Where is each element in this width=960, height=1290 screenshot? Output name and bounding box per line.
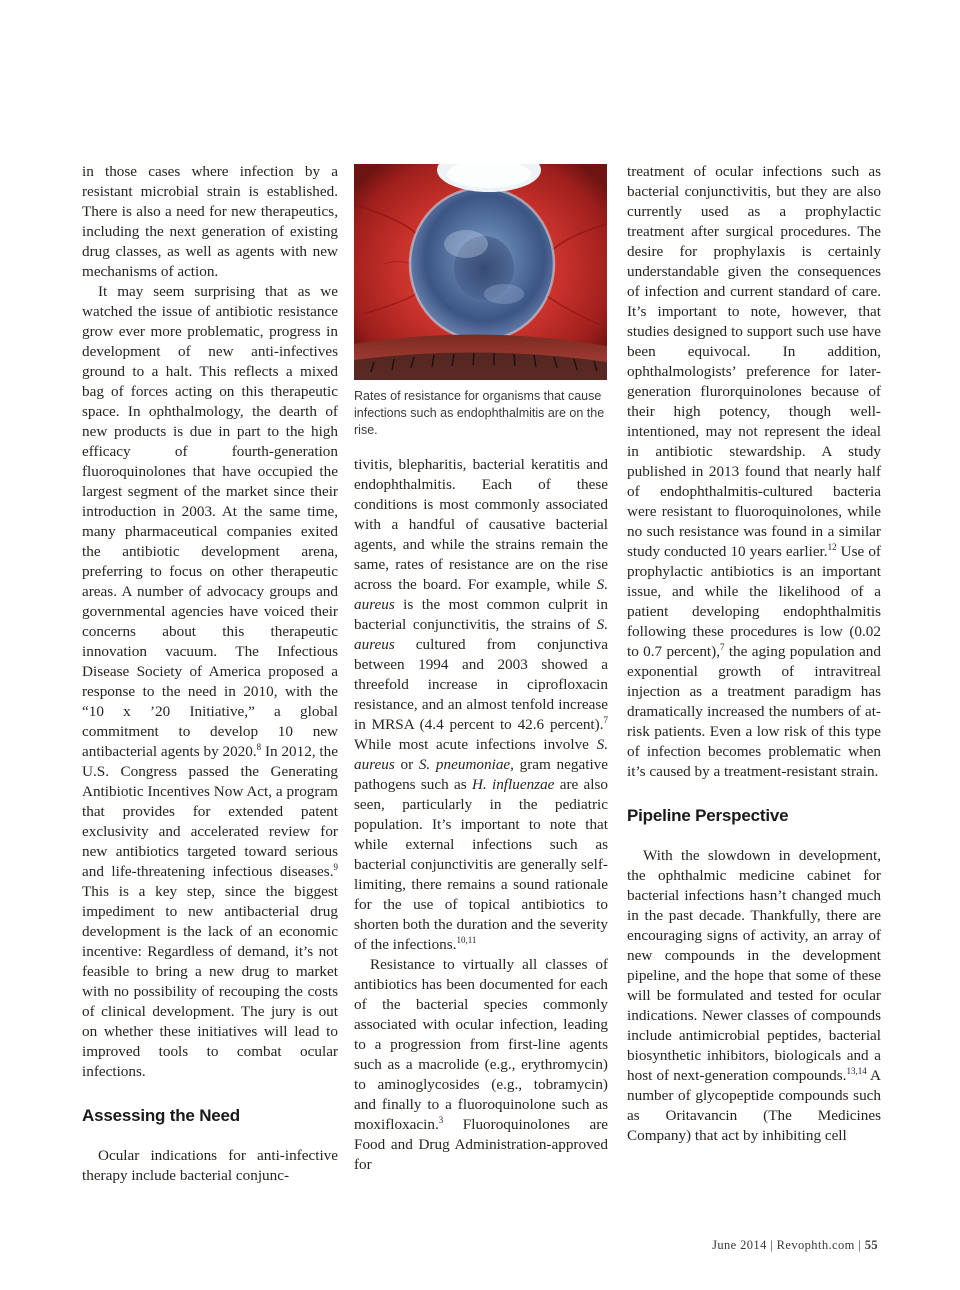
eye-photo bbox=[354, 164, 607, 380]
reference-mark: 10,11 bbox=[456, 935, 477, 945]
reference-mark: 3 bbox=[438, 1115, 444, 1125]
footer-date-site: June 2014 | Revophth.com | bbox=[712, 1238, 865, 1252]
reference-mark: 13,14 bbox=[846, 1066, 867, 1076]
paragraph: With the slowdown in development, the ophthalmic medicine cabinet for bacterial infections hasn’t changed much in the past decade. Thankfully, there are encouraging signs of activity, an array of new compounds in the development pipeline, and the hope that some of these will be formulated and tested for ocular indications. Newer classes of compounds include antimicrobial peptides, bacterial biosynthetic inhibitors, biologicals and a host of next-generation compounds.$^{13,14}$ A number of glycopeptide compounds such as Oritavancin (The Medicines Company) that act by inhibiting cell bbox=[627, 847, 881, 1144]
reference-mark: 12 bbox=[827, 542, 837, 552]
page-number: 55 bbox=[864, 1238, 878, 1252]
text-column-2 bbox=[354, 455, 608, 1175]
paragraph: Resistance to virtually all classes of antibiotics has been documented for each of the bacterial species commonly associated with ocular infection, leading to a progression from first-line agents such as a macrolide (e.g., erythromycin) to aminoglycosides (e.g., tobramycin) and finally to a fluoroquinolone such as moxifloxacin.$^3$ Fluoroquinolones are Food and Drug Administration-approved for bbox=[354, 956, 608, 1173]
paragraph: Ocular indications for anti-infective therapy include bacterial conjunc- bbox=[82, 1147, 338, 1184]
paragraph: in those cases where infection by a resistant microbial strain is established. There is also a need for new therapeutics, including the next generation of existing drug classes, as well as agents with new mechanisms of action. bbox=[82, 163, 338, 280]
text-column-3 bbox=[627, 162, 881, 1146]
reference-mark: 8 bbox=[256, 742, 262, 752]
paragraph: tivitis, blepharitis, bacterial keratitis and endophthalmitis. Each of these conditions is most commonly associated with a handful of causative bacterial agents, and while the strains remain the same, rates of resistance are on the rise across the board. For example, while S. aureus is the most common culprit in bacterial conjunctivitis, the strains of S. aureus cultured from conjunctiva between 1994 and 2003 showed a threefold increase in ciprofloxacin resistance, and an almost tenfold increase in MRSA (4.4 percent to 42.6 percent).$^7$ While most acute infections involve S. aureus or S. pneumoniae, gram negative pathogens such as H. influenzae are also seen, particularly in the pediatric population. It’s important to note that while external infections such as bacterial conjunctivitis are generally self-limiting, there remains a sound rationale for the use of topical antibiotics to shorten both the duration and the severity of the infections.$^{10,11}$ bbox=[354, 456, 608, 953]
text-column-1 bbox=[82, 162, 338, 1186]
paragraph: It may seem surprising that as we watched the issue of antibiotic resistance grow ever more problematic, progress in development of new anti-infectives ground to a halt. This reflects a mixed bag of forces acting on this therapeutic space. In ophthalmology, the dearth of new products is due in part to the high efficacy of fourth-generation fluoroquinolones that have occupied the largest segment of the market since their introduction in 2003. At the same time, many pharmaceutical companies exited the antibiotic development arena, preferring to focus on other therapeutic areas. A number of advocacy groups and governmental agencies have voiced their concerns about this therapeutic innovation vacuum. The Infectious Disease Society of America proposed a response to the need in 2010, with the “10 x ’20 Initiative,” a global commitment to develop 10 new antibacterial agents by 2020.$^8$ In 2012, the U.S. Congress passed the Generating Antibiotic Incentives Now Act, a program that provides for extended patent exclusivity and accelerated review for new antibiotics targeted toward serious and life-threatening infectious diseases.$^9$ This is a key step, since the biggest impediment to new antibacterial drug development is the lack of an economic incentive: Regardless of demand, it’s not feasible to bring a new drug to market with no possibility of recouping the costs of clinical development. The jury is out on whether these initiatives will lead to improved tools to combat ocular infections. bbox=[82, 283, 338, 1080]
reference-mark: 7 bbox=[720, 642, 725, 652]
paragraph: treatment of ocular infections such as bacterial conjunctivitis, but they are also currently used as a prophylactic treatment after surgical procedures. The desire for prophylaxis is certainly understandable given the consequences of infection and current standard of care. It’s important to note, however, that studies designed to support such use have been equivocal. In addition, ophthalmologists’ preference for later-generation flurorquinolones because of their high potency, though well-intentioned, may not represent the ideal in antibiotic stewardship. A study published in 2013 found that nearly half of endophthalmitis-cultured bacteria were resistant to fluoroquinolones, while no such resistance was found in a similar study conducted 10 years earlier.$^{12}$ Use of prophylactic antibiotics is an important issue, and while the likelihood of a patient developing endophthalmitis following these procedures is low (0.02 to 0.7 percent),$^7$ the aging population and exponential growth of intravitreal injection as a treatment paradigm has dramatically increased the numbers of at-risk patients. Even a low risk of this type of infection becomes problematic when it’s caused by a treatment-resistant strain. bbox=[627, 163, 881, 780]
reference-mark: 9 bbox=[333, 862, 338, 872]
page-footer bbox=[712, 1238, 878, 1253]
section-heading: Pipeline Perspective bbox=[627, 806, 789, 825]
figure-caption: Rates of resistance for organisms that cause infections such as endophthalmitis are on the rise. bbox=[354, 389, 605, 437]
reference-mark: 7 bbox=[603, 715, 608, 725]
eye-photo-image bbox=[354, 164, 607, 380]
section-heading: Assessing the Need bbox=[82, 1106, 240, 1125]
